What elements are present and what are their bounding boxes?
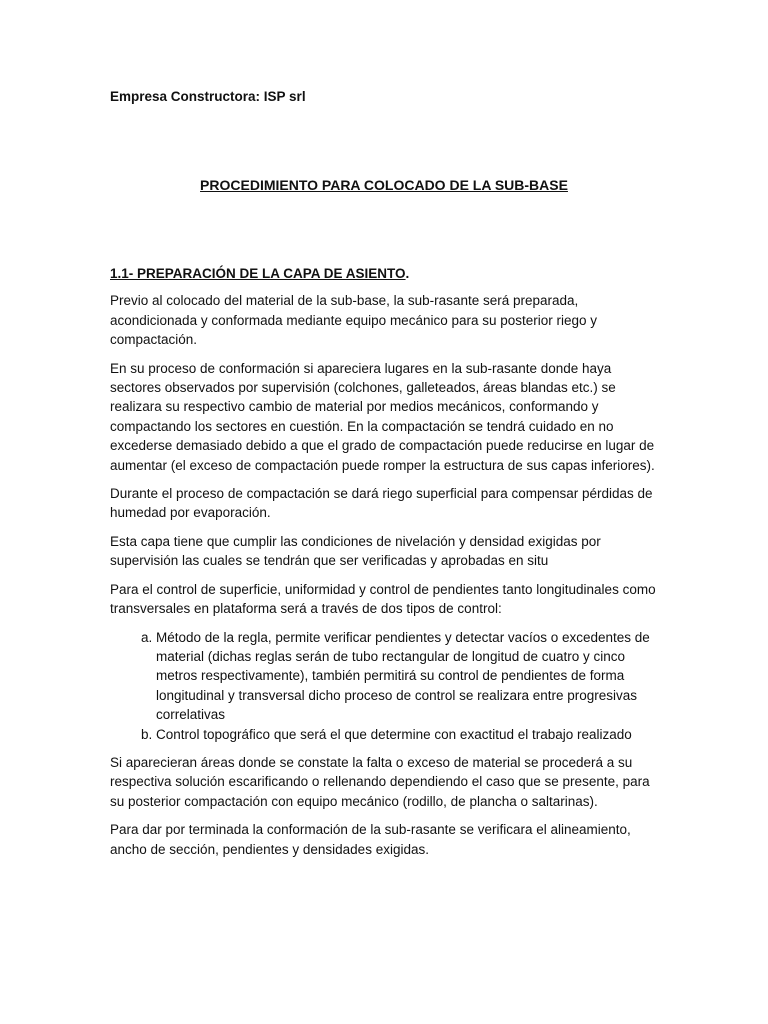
- paragraph-conformation: En su proceso de conformación si apareciera lugares en la sub-rasante donde haya sectores observados por supervisión (colchones, galleteados, áreas blandas etc.) se realizara su respectivo cambio de material por medios mecánicos, conformando y compactando los sectores en cuestión. En la compactación se tendrá cuidado en no excederse demasiado debido a que el grado de compactación puede reducirse en lugar de aumentar (el exceso de compactación puede romper la estructura de sus capas inferiores).: [110, 360, 655, 473]
- document-body: [110, 264, 665, 868]
- company-name: Empresa Constructora: ISP srl: [110, 89, 306, 104]
- paragraph-irrigation: Durante el proceso de compactación se dará riego superficial para compensar pérdidas de humedad por evaporación.: [110, 486, 653, 521]
- section-heading: [110, 264, 665, 283]
- control-methods-list: [110, 628, 665, 744]
- paragraph-corrections: Si aparecieran áreas donde se constate la falta o exceso de material se procederá a su respectiva solución escarificando o rellenando dependiendo el caso que se presente, para su posterior compactación con equipo mecánico (rodillo, de plancha o saltarinas).: [110, 754, 650, 809]
- document-title: PROCEDIMIENTO PARA COLOCADO DE LA SUB-BASE: [200, 177, 568, 193]
- list-item-topographic-control: b. Control topográfico que será el que determine con exactitud el trabajo realizado: [156, 725, 665, 744]
- paragraph-leveling: Esta capa tiene que cumplir las condiciones de nivelación y densidad exigidas por supervisión las cuales se tendrán que ser verificadas y aprobadas en situ: [110, 533, 601, 569]
- paragraph-completion: Para dar por terminada la conformación de la sub-rasante se verificara el alineamiento, ancho de sección, pendientes y densidades exigidas.: [110, 822, 631, 857]
- section-heading-text: 1.1- PREPARACIÓN DE LA CAPA DE ASIENTO: [110, 266, 406, 281]
- paragraph-control-types: Para el control de superficie, uniformidad y control de pendientes tanto longitudinales como transversales en plataforma será a través de dos tipos de control:: [110, 581, 656, 617]
- list-item-ruler-method: a. Método de la regla, permite verificar pendientes y detectar vacíos o excedentes de material (dichas reglas serán de tubo rectangular de longitud de cuatro y cinco metros respectivamente), también permitirá su control de pendientes de forma longitudinal y transversal dicho proceso de control se realizara entre progresivas correlativas: [156, 628, 665, 725]
- section-heading-period: .: [405, 266, 410, 281]
- paragraph-preparation: Previo al colocado del material de la sub-base, la sub-rasante será preparada, acondicionada y conformada mediante equipo mecánico para su posterior riego y compactación.: [110, 293, 598, 348]
